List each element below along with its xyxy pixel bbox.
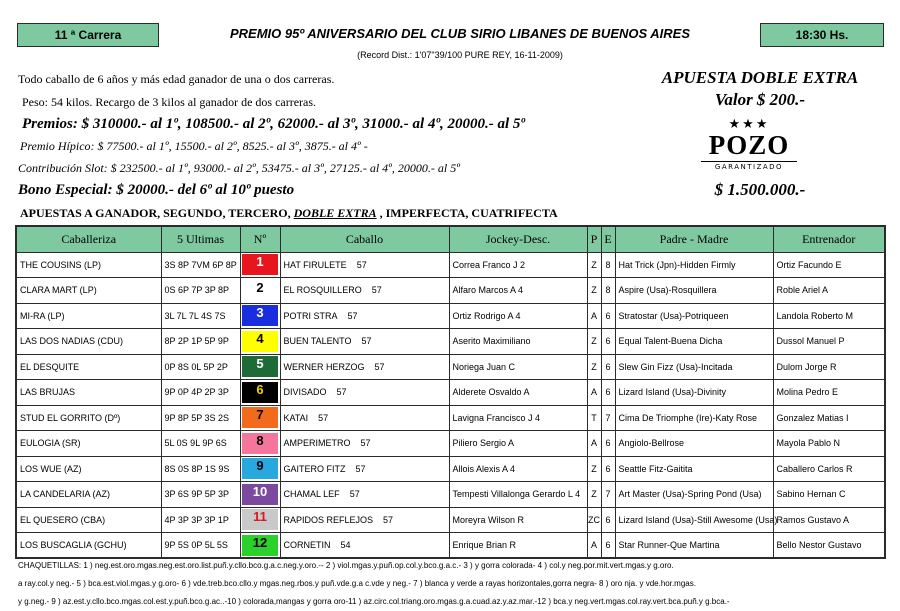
col-header-sire-dam: Padre - Madre [615,226,773,252]
table-row [16,354,885,380]
silks-line-3: y g.neg.- 9 ) az.est.y.cllo.bco.mgas.col.est.y.puñ.bco.g.ac..-10 ) colorada,mangas y gorra oro-11 ) az.circ.col.triang.oro.mgas.g.a.cuad.az.y.az.mar.-12 ) bca.y neg.vert.mgas.col.ray.vert.bca.puñ.y g.bca.- [18,597,730,606]
last5-cell: 5L 0S 9L 9P 6S [161,431,240,457]
race-time-box [760,23,884,47]
saddle-number-badge: 2 [242,280,278,301]
jockey-cell: Piliero Sergio A [449,431,587,457]
condition-line-2: Peso: 54 kilos. Recargo de 3 kilos al ganador de dos carreras. [22,95,317,109]
saddle-number-badge: 1 [242,254,278,275]
horse-cell [280,252,449,278]
number-cell [240,278,280,304]
last5-cell: 3P 6S 9P 5P 3P [161,482,240,508]
horse-weight: 57 [360,438,371,449]
sire-dam-cell: Art Master (Usa)-Spring Pond (Usa) [615,482,773,508]
p-cell: A [587,380,601,406]
bet-types-doble-extra: DOBLE EXTRA [293,206,377,220]
number-cell [240,252,280,278]
stable-cell: CLARA MART (LP) [16,278,161,304]
number-cell [240,507,280,533]
pozo-garantizado-logo [697,117,801,177]
guaranteed-pool: $ 1.500.000.- [714,180,806,199]
special-bonus: Bono Especial: $ 20000.- del 6º al 10º puesto [18,182,295,198]
number-cell [240,354,280,380]
table-row [16,380,885,406]
number-cell [240,482,280,508]
number-cell [240,329,280,355]
race-number-box [17,23,159,47]
e-cell: 6 [601,431,615,457]
p-cell: Z [587,482,601,508]
horse-weight: 57 [349,489,360,500]
p-cell: A [587,431,601,457]
number-cell [240,533,280,559]
silks-line-1: CHAQUETILLAS: 1 ) neg.est.oro.mgas.neg.est.oro.list.puñ.y.cllo.bco.g.a.c.neg.y.oro.-- 2 ) viol.mgas.y.puñ.op.col.y.bco.g.a.c.- 3 ) y gorra colorada- 4 ) col.y neg.por.mit.vert.mgas.y g.oro. [18,561,674,570]
sire-dam-cell: Seattle Fitz-Gaitita [615,456,773,482]
jockey-silks-description [18,557,884,611]
stable-cell: EL DESQUITE [16,354,161,380]
col-header-e: E [601,226,615,252]
e-cell: 6 [601,507,615,533]
jockey-cell: Correa Franco J 2 [449,252,587,278]
sire-dam-cell: Stratostar (Usa)-Potriqueen [615,303,773,329]
sire-dam-cell: Hat Trick (Jpn)-Hidden Firmly [615,252,773,278]
p-cell: A [587,533,601,559]
col-header-trainer: Entrenador [773,226,885,252]
table-row [16,456,885,482]
jockey-cell: Alderete Osvaldo A [449,380,587,406]
horse-name: EL ROSQUILLERO [283,285,362,296]
horse-weight: 57 [374,361,385,372]
number-cell [240,456,280,482]
jockey-cell: Aserito Maximiliano [449,329,587,355]
trainer-cell: Landola Roberto M [773,303,885,329]
jockey-cell: Alfaro Marcos A 4 [449,278,587,304]
last5-cell: 8S 0S 8P 1S 9S [161,456,240,482]
last5-cell: 0S 6P 7P 3P 8P [161,278,240,304]
trainer-cell: Dussol Manuel P [773,329,885,355]
last5-cell: 3S 8P 7VM 6P 8P [161,252,240,278]
sire-dam-cell: Equal Talent-Buena Dicha [615,329,773,355]
trainer-cell: Bello Nestor Gustavo [773,533,885,559]
saddle-number-badge: 9 [242,458,278,479]
horse-cell [280,354,449,380]
jockey-cell: Moreyra Wilson R [449,507,587,533]
p-cell: Z [587,354,601,380]
silks-line-2: a ray.col.y neg.- 5 ) bca.est.viol.mgas.y g.oro- 6 ) vde.treb.bco.cllo.y mgas.neg.rbos.y puñ.vde.g.a c.vde y neg.- 7 ) blanca y verde a rayas horizontales,gorra negra- 8 ) oro nja. y vde.hor.mgas. [18,579,696,588]
sire-dam-cell: Cima De Triomphe (Ire)-Katy Rose [615,405,773,431]
premio-hipico: Premio Hípico: $ 77500.- al 1º, 15500.- al 2º, 8525.- al 3º, 3875.- al 4º - [20,139,368,153]
stable-cell: LA CANDELARIA (AZ) [16,482,161,508]
horse-name: POTRI STRA [283,310,338,321]
stable-cell: EULOGIA (SR) [16,431,161,457]
horse-cell [280,405,449,431]
e-cell: 7 [601,405,615,431]
col-header-p: P [587,226,601,252]
horse-cell [280,329,449,355]
horse-name: WERNER HERZOG [283,361,365,372]
pozo-logo-subtitle: GARANTIZADO [714,163,784,171]
stars-icon: ★★★ [728,117,770,132]
stable-cell: LOS WUE (AZ) [16,456,161,482]
col-header-stable: Caballeriza [16,226,161,252]
col-header-last5: 5 Ultimas [161,226,240,252]
race-time: 18:30 Hs. [795,28,849,42]
horse-name: RAPIDOS REFLEJOS [283,514,374,525]
last5-cell: 9P 0P 4P 2P 3P [161,380,240,406]
race-title: PREMIO 95º ANIVERSARIO DEL CLUB SIRIO LIBANES DE BUENOS AIRES [229,26,691,41]
horse-weight: 57 [361,336,372,347]
horse-weight: 57 [356,259,367,270]
horse-name: AMPERIMETRO [283,438,351,449]
table-row [16,329,885,355]
slot-contribution: Contribución Slot: $ 232500.- al 1º, 93000.- al 2º, 53475.- al 3º, 27125.- al 4º, 20000.- al 5º [18,161,460,175]
table-row [16,507,885,533]
e-cell: 6 [601,380,615,406]
horse-weight: 57 [355,463,366,474]
number-cell [240,431,280,457]
stable-cell: MI-RA (LP) [16,303,161,329]
table-row [16,431,885,457]
distance-record: (Record Dist.: 1'07"39/100 PURE REY, 16-11-2009) [357,50,563,60]
pozo-logo-word: POZO [708,130,790,160]
horse-cell [280,380,449,406]
last5-cell: 3L 7L 7L 4S 7S [161,303,240,329]
last5-cell: 0P 8S 0L 5P 2P [161,354,240,380]
e-cell: 6 [601,329,615,355]
trainer-cell: Molina Pedro E [773,380,885,406]
prizes: Premios: $ 310000.- al 1º, 108500.- al 2º, 62000.- al 3º, 31000.- al 4º, 20000.- al 5º [22,116,525,132]
horse-name: CORNETIN [283,540,331,550]
trainer-cell: Sabino Hernan C [773,482,885,508]
trainer-cell: Gonzalez Matias I [773,405,885,431]
saddle-number-badge: 4 [242,331,278,352]
stable-cell: LAS BRUJAS [16,380,161,406]
entries-table [15,225,886,559]
horse-cell [280,533,449,559]
stable-cell: LAS DOS NADIAS (CDU) [16,329,161,355]
doble-extra-title: APUESTA DOBLE EXTRA [661,68,859,87]
stable-cell: EL QUESERO (CBA) [16,507,161,533]
jockey-cell: Lavigna Francisco J 4 [449,405,587,431]
col-header-horse: Caballo [280,226,449,252]
saddle-number-badge: 3 [242,305,278,326]
doble-extra-value: Valor $ 200.- [714,90,806,109]
table-row [16,482,885,508]
table-row [16,278,885,304]
e-cell: 6 [601,533,615,559]
horse-name: HAT FIRULETE [283,259,347,270]
jockey-cell: Enrique Brian R [449,533,587,559]
horse-name: GAITERO FITZ [283,463,346,474]
col-header-jockey: Jockey-Desc. [449,226,587,252]
table-row [16,252,885,278]
saddle-number-badge: 7 [242,407,278,428]
horse-weight: 54 [340,540,351,550]
bet-types-post: , IMPERFECTA, CUATRIFECTA [376,206,558,220]
horse-weight: 57 [318,412,329,423]
jockey-cell: Allois Alexis A 4 [449,456,587,482]
col-header-number: Nº [240,226,280,252]
sire-dam-cell: Slew Gin Fizz (Usa)-Incitada [615,354,773,380]
bet-types [20,206,558,221]
number-cell [240,405,280,431]
table-row [16,533,885,559]
e-cell: 8 [601,252,615,278]
horse-cell [280,278,449,304]
sire-dam-cell: Angiolo-Bellrose [615,431,773,457]
p-cell: Z [587,252,601,278]
trainer-cell: Dulom Jorge R [773,354,885,380]
e-cell: 7 [601,482,615,508]
saddle-number-badge: 6 [242,382,278,403]
horse-cell [280,456,449,482]
saddle-number-badge: 12 [242,535,278,556]
number-cell [240,380,280,406]
p-cell: ZC [587,507,601,533]
number-cell [240,303,280,329]
e-cell: 6 [601,354,615,380]
trainer-cell: Roble Ariel A [773,278,885,304]
saddle-number-badge: 5 [242,356,278,377]
e-cell: 6 [601,303,615,329]
jockey-cell: Ortiz Rodrigo A 4 [449,303,587,329]
saddle-number-badge: 8 [242,433,278,454]
p-cell: Z [587,278,601,304]
race-number: 11 ª Carrera [54,28,122,42]
e-cell: 6 [601,456,615,482]
p-cell: T [587,405,601,431]
last5-cell: 8P 2P 1P 5P 9P [161,329,240,355]
pozo-logo-rule [701,161,797,162]
entries-body [16,252,885,558]
horse-weight: 57 [336,387,347,398]
horse-weight: 57 [347,310,358,321]
table-row [16,303,885,329]
last5-cell: 9P 8P 5P 3S 2S [161,405,240,431]
p-cell: Z [587,456,601,482]
table-header-row [16,226,885,252]
sire-dam-cell: Lizard Island (Usa)-Divinity [615,380,773,406]
horse-name: KATAI [283,412,309,423]
p-cell: A [587,303,601,329]
condition-line-1: Todo caballo de 6 años y más edad ganador de una o dos carreras. [18,72,335,86]
stable-cell: LOS BUSCAGLIA (GCHU) [16,533,161,559]
horse-name: BUEN TALENTO [283,336,352,347]
trainer-cell: Ortiz Facundo E [773,252,885,278]
horse-cell [280,482,449,508]
sire-dam-cell: Star Runner-Que Martina [615,533,773,559]
horse-cell [280,431,449,457]
stable-cell: STUD EL GORRITO (Dº) [16,405,161,431]
saddle-number-badge: 11 [242,509,278,530]
trainer-cell: Caballero Carlos R [773,456,885,482]
horse-cell [280,507,449,533]
p-cell: Z [587,329,601,355]
table-row [16,405,885,431]
last5-cell: 9P 5S 0P 5L 5S [161,533,240,559]
stable-cell: THE COUSINS (LP) [16,252,161,278]
sire-dam-cell: Aspire (Usa)-Rosquillera [615,278,773,304]
horse-weight: 57 [371,285,382,296]
trainer-cell: Mayola Pablo N [773,431,885,457]
e-cell: 8 [601,278,615,304]
jockey-cell: Noriega Juan C [449,354,587,380]
trainer-cell: Ramos Gustavo A [773,507,885,533]
saddle-number-badge: 10 [242,484,278,505]
horse-weight: 57 [383,514,394,525]
last5-cell: 4P 3P 3P 3P 1P [161,507,240,533]
horse-name: DIVISADO [283,387,327,398]
bet-types-pre: APUESTAS A GANADOR, SEGUNDO, TERCERO, [20,206,294,220]
horse-name: CHAMAL LEF [283,489,340,500]
horse-cell [280,303,449,329]
sire-dam-cell: Lizard Island (Usa)-Still Awesome (Usa) [615,507,773,533]
jockey-cell: Tempesti Villalonga Gerardo L 4 [449,482,587,508]
